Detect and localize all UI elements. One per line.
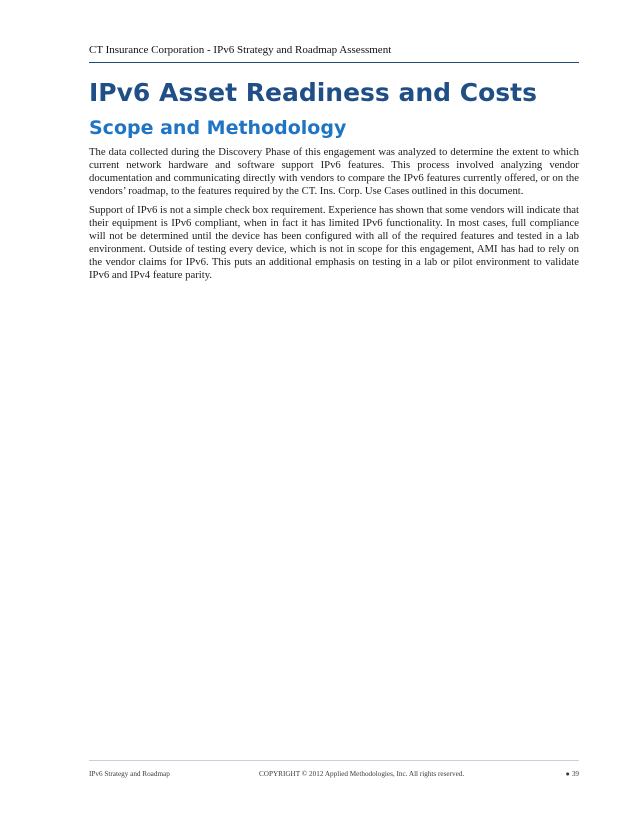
footer-rule	[89, 760, 579, 761]
bullet-icon: ●	[565, 770, 570, 778]
footer-copyright: COPYRIGHT © 2012 Applied Methodologies, Inc. All rights reserved.	[259, 770, 465, 778]
footer-page-indicator	[565, 768, 579, 780]
body-paragraph-scope: The data collected during the Discovery Phase of this engagement was analyzed to determine the extent to which current network hardware and software support IPv6 features. This process involved analyzing vendor documentation and communicating directly with vendors to compare the IPv6 features currently offered, or on the vendors’ roadmap, to the features required by the CT. Ins. Corp. Use Cases outlined in this document.	[89, 146, 579, 197]
header-rule	[89, 62, 579, 63]
page-number: 39	[571, 770, 579, 778]
section-title: Scope and Methodology	[89, 117, 347, 139]
body-paragraph-support: Support of IPv6 is not a simple check box requirement. Experience has shown that some vendors will indicate that their equipment is IPv6 compliant, when in fact it has limited IPv6 functionality. In most cases, full compliance will not be determined until the device has been configured with all of the required features and tested in a lab environment. Outside of testing every device, which is not in scope for this engagement, AMI has had to rely on the vendor claims for IPv6. This puts an additional emphasis on testing in a lab or pilot environment to validate IPv6 and IPv4 feature parity.	[89, 204, 579, 281]
page-footer	[89, 768, 579, 782]
page-title: IPv6 Asset Readiness and Costs	[89, 78, 537, 107]
footer-document-title: IPv6 Strategy and Roadmap	[89, 770, 170, 778]
running-header: CT Insurance Corporation - IPv6 Strategy and Roadmap Assessment	[89, 44, 392, 56]
body-text	[89, 146, 579, 288]
